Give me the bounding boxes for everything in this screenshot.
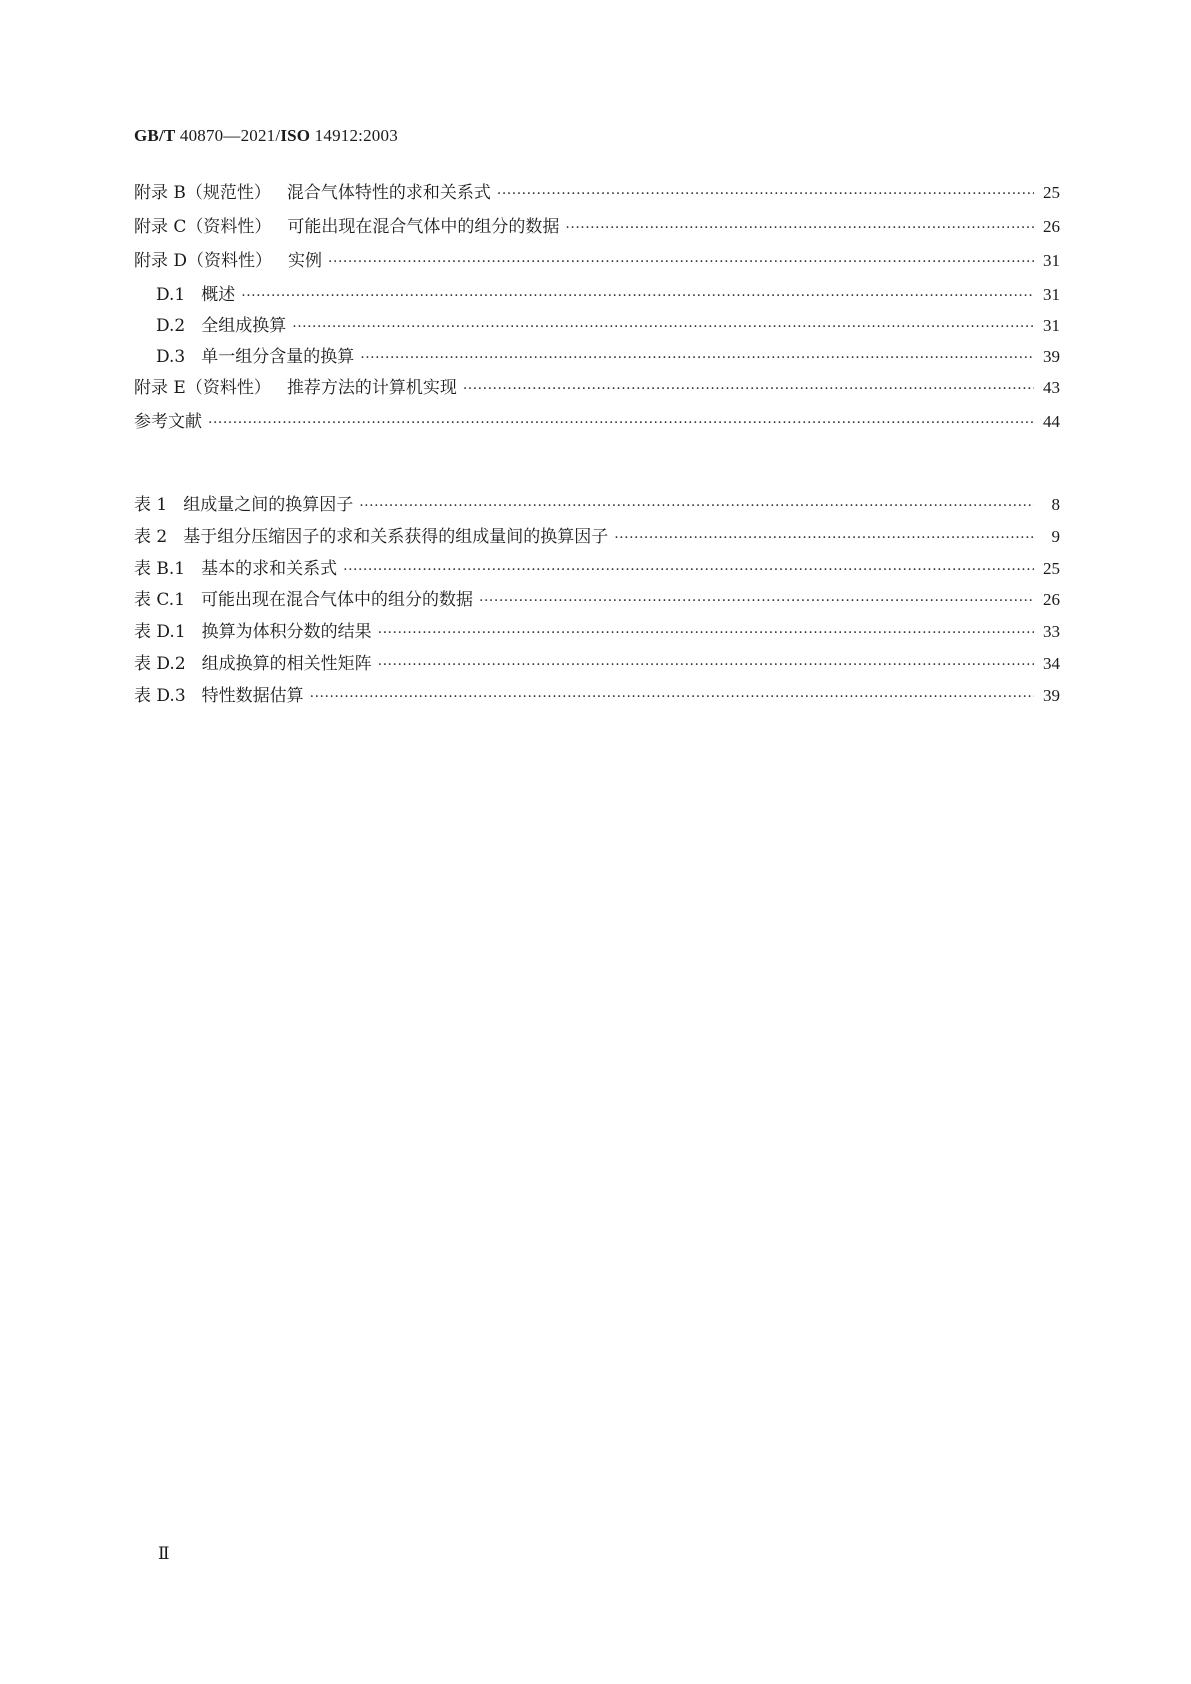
toc-entry-title: 基于组分压缩因子的求和关系获得的组成量间的换算因子 xyxy=(183,526,609,547)
toc-leader-dots xyxy=(208,415,1034,431)
toc-entry-title: 可能出现在混合气体中的组分的数据 xyxy=(201,590,474,611)
toc-entry-title: 可能出现在混合气体中的组分的数据 xyxy=(287,217,560,237)
toc-leader-dots xyxy=(241,288,1034,304)
toc-leader-dots xyxy=(565,220,1034,236)
toc-leader-dots xyxy=(614,530,1034,546)
toc-page-number: 34 xyxy=(1043,653,1060,673)
document-header xyxy=(134,126,398,146)
toc-entry-number: 表 D.1 xyxy=(134,622,186,643)
toc-sections xyxy=(134,178,1060,441)
toc-page-number: 31 xyxy=(1043,285,1060,304)
toc-page-number: 31 xyxy=(1043,251,1060,270)
toc-entry-bibliography[interactable] xyxy=(134,407,1060,441)
toc-entry-number: 附录 D（资料性） xyxy=(134,251,273,271)
toc-page-number: 43 xyxy=(1043,378,1060,397)
standard-number: 40870—2021/ xyxy=(175,126,281,145)
toc-entry-number: 表 D.2 xyxy=(134,653,186,674)
toc-tables xyxy=(134,490,1060,713)
toc-leader-dots xyxy=(360,350,1034,366)
toc-entry-table-2[interactable] xyxy=(134,522,1060,554)
toc-entry-number: D.3 xyxy=(156,347,186,367)
toc-entry-annex-d[interactable] xyxy=(134,246,1060,280)
toc-entry-annex-c[interactable] xyxy=(134,212,1060,246)
toc-entry-number: 表 2 xyxy=(134,526,168,547)
toc-page-number: 9 xyxy=(1051,526,1060,546)
toc-entry-annex-b[interactable] xyxy=(134,178,1060,212)
iso-prefix: ISO xyxy=(280,126,311,145)
toc-entry-d3[interactable] xyxy=(134,342,1060,373)
toc-leader-dots xyxy=(497,186,1034,202)
toc-entry-title: 特性数据估算 xyxy=(201,685,304,706)
toc-page-number: 31 xyxy=(1043,316,1060,335)
toc-entry-table-b1[interactable] xyxy=(134,554,1060,586)
toc-entry-number: 附录 C（资料性） xyxy=(134,217,272,237)
toc-entry-d2[interactable] xyxy=(134,311,1060,342)
toc-entry-title: 全组成换算 xyxy=(201,316,287,336)
toc-entry-table-d1[interactable] xyxy=(134,617,1060,649)
toc-entry-title: 换算为体积分数的结果 xyxy=(201,622,372,643)
toc-entry-table-d3[interactable] xyxy=(134,681,1060,713)
toc-leader-dots xyxy=(463,381,1034,397)
toc-entry-title: 组成换算的相关性矩阵 xyxy=(201,653,372,674)
toc-entry-number: 表 B.1 xyxy=(134,558,186,579)
toc-entry-annex-e[interactable] xyxy=(134,373,1060,407)
page-number: Ⅱ xyxy=(158,1544,170,1563)
toc-entry-number: 表 D.3 xyxy=(134,685,186,706)
toc-entry-number: D.1 xyxy=(156,285,186,305)
toc-page-number: 39 xyxy=(1043,685,1060,705)
toc-entry-title: 组成量之间的换算因子 xyxy=(183,495,354,515)
toc-entry-number: 参考文献 xyxy=(134,412,202,432)
toc-leader-dots xyxy=(343,562,1034,578)
toc-page-number: 44 xyxy=(1043,412,1060,431)
toc-page-number: 8 xyxy=(1051,495,1060,514)
toc-entry-number: 附录 E（资料性） xyxy=(134,378,271,398)
toc-entry-title: 单一组分含量的换算 xyxy=(201,347,355,367)
toc-entry-title: 基本的求和关系式 xyxy=(201,558,338,579)
toc-leader-dots xyxy=(292,319,1034,335)
toc-entry-table-1[interactable] xyxy=(134,490,1060,522)
toc-entry-number: 附录 B（规范性） xyxy=(134,183,271,203)
toc-leader-dots xyxy=(479,593,1034,609)
toc-leader-dots xyxy=(310,689,1034,705)
standard-prefix: GB/T xyxy=(134,126,176,145)
toc-entry-number: D.2 xyxy=(156,316,186,336)
toc-entry-title: 实例 xyxy=(288,251,323,271)
toc-entry-number: 表 C.1 xyxy=(134,590,186,611)
toc-entry-d1[interactable] xyxy=(134,280,1060,311)
toc-page-number: 26 xyxy=(1043,590,1060,610)
toc-leader-dots xyxy=(328,254,1034,270)
toc-leader-dots xyxy=(359,498,1034,514)
toc-page-number: 39 xyxy=(1043,347,1060,366)
toc-page-number: 26 xyxy=(1043,217,1060,236)
toc-leader-dots xyxy=(378,657,1034,673)
toc-page-number: 33 xyxy=(1043,622,1060,642)
toc-entry-table-d2[interactable] xyxy=(134,649,1060,681)
toc-entry-title: 推荐方法的计算机实现 xyxy=(286,378,457,398)
iso-number: 14912:2003 xyxy=(310,126,398,145)
toc-entry-table-c1[interactable] xyxy=(134,585,1060,617)
toc-entry-title: 混合气体特性的求和关系式 xyxy=(286,183,491,203)
toc-page-number: 25 xyxy=(1043,558,1060,578)
toc-entry-title: 概述 xyxy=(201,285,236,305)
toc-entry-number: 表 1 xyxy=(134,495,168,515)
toc-leader-dots xyxy=(378,625,1034,641)
toc-page-number: 25 xyxy=(1043,183,1060,202)
